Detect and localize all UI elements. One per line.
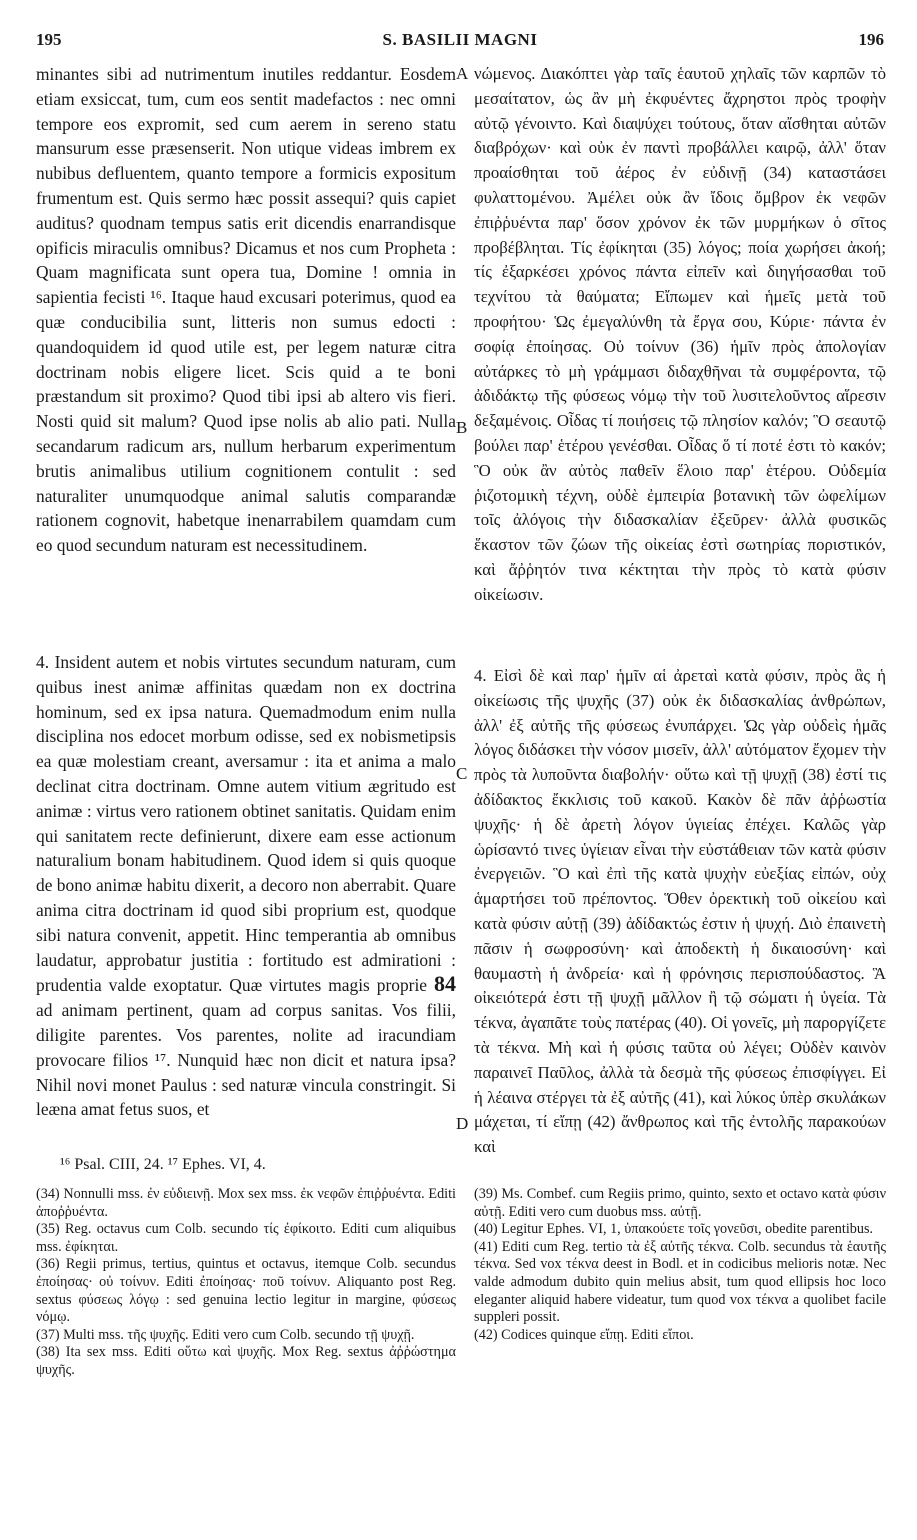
- greek-column-bottom: [474, 664, 886, 1160]
- footnote-42: (42) Codices quinque εἴπῃ. Editi εἴποι.: [474, 1326, 694, 1343]
- footnote-39: (39) Ms. Combef. cum Regiis primo, quinto, sexto et octavo κατὰ φύσιν αὐτῇ. Editi vero cum duobus mss. αὐτῇ.: [474, 1186, 886, 1220]
- footnotes-left: [36, 1186, 456, 1380]
- margin-letter-a: A: [456, 64, 469, 83]
- page-number-right: 196: [858, 30, 884, 49]
- latin-paragraph-3: minantes sibi ad nutrimentum inutiles reddantur. Eosdem etiam exsiccat, tum, cum eos sentit madefactos : nec omni tempore eos expromit, sed cum aerem in sereno statu mansurum esse præsenserit. Non utique videas imbrem ex nubibus defluentem, quanto tempore a formicis expositum frumentum est. Quis sermo hæc possit assequi? quis capiet auditus? quodnam tempus satis erit dicendis enarrandisque opificis miraculis omnibus? Dicamus et nos cum Propheta : Quam magnificata sunt opera tua, Domine ! omnia in sapientia fecisti ¹⁶. Itaque haud excusari poterimus, quod ea quæ conducibilia sunt, litteris non sumus edocti : quandoquidem id quod utile est, per legem naturæ citra doctrinam nobis eligere licet. Scis quid a te boni præstandum sit proximo? Quod tibi ipsi ab altero vis fieri. Nosti quid sit malum? Quod ipse nolis ab alio pati. Nulla secandarum radicum ars, nullum herbarum experimentum brutis animalibus utilium cognitionem contulit : sed naturaliter unumquodque animal salutis comparandæ rationem cognovit, habetque inenarrabilem quamdam cum eo quod secundum naturam est necessitudinem.: [36, 64, 456, 556]
- margin-letter-c: C: [456, 764, 468, 783]
- latin-paragraph-4-part-a: 4. Insident autem et nobis virtutes secundum naturam, cum quibus inest animæ affinitas quædam non ex doctrina hominum, sed ex ipsa natura. Quemadmodum enim nulla disciplina nos edocet morbum odisse, sed ex nobismetipsis ea quæ molestiam creant, aversamur : ita et anima a malo declinat citra doctrinam. Omne autem vitium ægritudo est animæ : virtus vero rationem obtinet sanitatis. Quidam enim qui sanitatem recte definierunt, dixere eam esse actionum naturalium bonam habitudinem. Quod idem si quis quoque de bono animæ habitu dixerit, a decoro non aberrabit. Quare anima citra doctrinam id quod sibi proprium est, quodque sibi natura convenit, appetit. Hinc temperantia ab omnibus laudatur, approbatur justitia : fortitudo est admirationi : prudentia valde exoptatur. Quæ virtutes magis proprie: [36, 652, 456, 996]
- greek-paragraph-3: νώμενος. Διακόπτει γὰρ ταῖς ἑαυτοῦ χηλαῖς τῶν καρπῶν τὸ μεσαίτατον, ὡς ἂν μὴ ἐκφυέντες ἄχρηστοι πρὸς τροφὴν αὐτῷ γένοιντο. Καὶ διαψύχει τούτους, ὅταν αἴσθηται αὐτῶν διαβρόχων· καὶ οὐκ ἐν παντὶ προβάλλει καιρῷ, ἀλλ' ὅταν προαίσθηται τοῦ ἀέρος ἐν εὐδινῇ (34) καταστάσει φυλαττομένου. Ἀμέλει οὐκ ἂν ἴδοις ὄμβρον ἐκ νεφῶν ἐπιῤῥυέντα παρ' ὅσον χρόνον ἐκ τῶν μυρμήκων ὁ σῖτος προβέβληται. Τίς ἐφίκηται (35) λόγος; ποία χωρήσει ἀκοή; τίς ἐξαρκέσει χρόνος πάντα εἰπεῖν καὶ διηγήσασθαι τοῦ τεχνίτου τὰ θαύματα; Εἴπωμεν καὶ ἡμεῖς μετὰ τοῦ προφήτου· Ὡς ἐμεγαλύνθη τὰ ἔργα σου, Κύριε· πάντα ἐν σοφίᾳ ἐποίησας. Οὐ τοίνυν (36) ἡμῖν πρὸς ἀπολογίαν αὐτάρκες τὸ μὴ γράμμασι διδαχθῆναι τὰ συμφέροντα, τῷ ἀδιδάκτῳ τῆς φύσεως νόμῳ τὴν τοῦ λυσιτελοῦντος αἵρεσιν δεξαμένοις. Οἶδας τί ποιήσεις τῷ πλησίον καλόν; Ὃ σεαυτῷ βούλει παρ' ἑτέρου γενέσθαι. Οἶδας ὅ τί ποτέ ἐστι τὸ κακόν; Ὃ οὐκ ἂν αὐτὸς παθεῖν ἕλοιο παρ' ἑτέρου. Οὐδεμία ῥιζοτομικὴ τέχνη, οὐδὲ ἐμπειρία βοτανικὴ τῶν ὠφελίμων τοῖς ἀλόγοις τὴν διδασκαλίαν ἐξεῦρεν· ἀλλὰ φυσικῶς ἕκαστον τῶν ζώων τῆς οἰκείας ἐστὶ σωτηρίας ποριστικόν, καὶ ἄῤῥητόν τινα κέκτηται τὴν πρὸς τὸ κατὰ φύσιν οἰκείωσιν.: [474, 64, 886, 604]
- column-number: 84: [434, 971, 456, 997]
- margin-letter-d: D: [456, 1114, 469, 1133]
- footnotes-right: [474, 1186, 886, 1344]
- footnote-37: (37) Multi mss. τῆς ψυχῆς. Editi vero cum Colb. secundo τῇ ψυχῇ.: [36, 1326, 415, 1343]
- greek-paragraph-4: 4. Εἰσὶ δὲ καὶ παρ' ἡμῖν αἱ ἀρεταὶ κατὰ φύσιν, πρὸς ἃς ἡ οἰκείωσις τῆς ψυχῆς (37) οὐκ ἐκ διδασκαλίας ἀνθρώπων, ἀλλ' ἐξ αὐτῆς τῆς φύσεως ἐνυπάρχει. Ὡς γὰρ οὐδεὶς ἡμᾶς λόγος διδάσκει τὴν νόσον μισεῖν, ἀλλ' αὐτόματον ἔχομεν τὴν πρὸς τὰ λυποῦντα διαβολήν· οὕτω καὶ τῇ ψυχῇ (38) ἐστί τις ἀδίδακτος ἔκκλισις τοῦ κακοῦ. Κακὸν δὲ πᾶν ἀῤῥωστία ψυχῆς· ἡ δὲ ἀρετὴ λόγον ὑγιείας ἐπέχει. Καλῶς γὰρ ὡρίσαντό τινες ὑγίειαν εἶναι τὴν εὐστάθειαν τῶν κατὰ φύσιν ἐνεργειῶν. Ὃ καὶ ἐπὶ τῆς κατὰ ψυχὴν εὐεξίας εἰπών, οὐχ ἁμαρτήσει τοῦ πρέποντος. Ὅθεν ὀρεκτικὴ τοῦ οἰκείου καὶ κατὰ φύσιν αὐτῇ (39) ἀδίδακτώς ἐστιν ἡ ψυχή. Διὸ ἐπαινετὴ πᾶσιν ἡ σωφροσύνη· καὶ ἀποδεκτὴ ἡ δικαιοσύνη· καὶ θαυμαστὴ ἡ ἀνδρεία· καὶ ἡ φρόνησις περισπούδαστος. Ἃ οἰκειότερά ἐστι τῇ ψυχῇ μᾶλλον ἢ τῷ σώματι ἡ ὑγεία. Τὰ τέκνα, ἀγαπᾶτε τοὺς πατέρας (40). Οἱ γονεῖς, μὴ παροργίζετε τὰ τέκνα. Μὴ καὶ ἡ φύσις ταῦτα οὐ λέγει; Οὐδὲν καινὸν παραινεῖ Παῦλος, ἀλλὰ τὰ δεσμὰ τῆς φύσεως ἐπισφίγγει. Εἰ ἡ λέαινα στέργει τὰ ἐξ αὐτῆς (41), καὶ λύκος ὑπὲρ σκυλάκων μάχεται, τί εἴπῃ (42) ἄνθρωπος καὶ τῆς ἐντολῆς παρακούων καὶ: [474, 666, 886, 1157]
- running-title: S. BASILII MAGNI: [382, 30, 538, 49]
- latin-column-top: [36, 62, 456, 558]
- margin-letter-b: B: [456, 418, 468, 437]
- footnote-38: (38) Ita sex mss. Editi οὕτω καὶ ψυχῆς. Mox Reg. sextus ἀῤῥώστημα ψυχῆς.: [36, 1344, 456, 1378]
- latin-paragraph-4-part-b: ad animam pertinent, quam ad corpus sanitas. Vos filii, diligite parentes. Vos parentes, nolite ad iracundiam provocare filios ¹⁷. Nunquid hæc non dicit et natura ipsa? Nihil novi monet Paulus : sed naturæ vincula constringit. Si leæna amat fetus suos, et: [36, 1000, 456, 1120]
- latin-paragraph-4: [36, 650, 456, 1122]
- footnote-34: (34) Nonnulli mss. ἐν εὐδιεινῇ. Mox sex mss. ἐκ νεφῶν ἐπιῤῥυέντα. Editi ἀποῤῥυέντα.: [36, 1186, 456, 1220]
- scripture-references: ¹⁶ Psal. CIII, 24. ¹⁷ Ephes. VI, 4.: [60, 1156, 266, 1173]
- page-header: [36, 30, 884, 56]
- footnote-35: (35) Reg. octavus cum Colb. secundo τίς ἐφίκοιτο. Editi cum aliquibus mss. ἐφίκηται.: [36, 1221, 456, 1255]
- footnote-36: (36) Regii primus, tertius, quintus et octavus, itemque Colb. secundus ἐποίησας· οὐ τοίνυν. Editi ἐποίησας· ποῦ τοίνυν. Aliquanto post Reg. sextus φύσεως λόγῳ : sed genuina lectio legitur in margine, φύσεως νόμῳ.: [36, 1256, 456, 1326]
- greek-column-top: [474, 62, 886, 608]
- page-number-left: 195: [36, 30, 62, 49]
- latin-column-bottom: [36, 650, 456, 1122]
- footnote-40: (40) Legitur Ephes. VI, 1, ὑπακούετε τοῖς γονεῦσι, obedite parentibus.: [474, 1221, 874, 1238]
- footnote-41: (41) Editi cum Reg. tertio τὰ ἐξ αὐτῆς τέκνα. Colb. secundus τὰ ἑαυτῆς τέκνα. Sed vox τέκνα deest in Bodl. et in codicibus melioris notæ. Nec valde admodum dubito quin melius absit, tum quod ellipsis hoc loco eleganter aliquid habere videatur, tum quod vox τέκνα a quolibet facile suppleri possit.: [474, 1238, 886, 1326]
